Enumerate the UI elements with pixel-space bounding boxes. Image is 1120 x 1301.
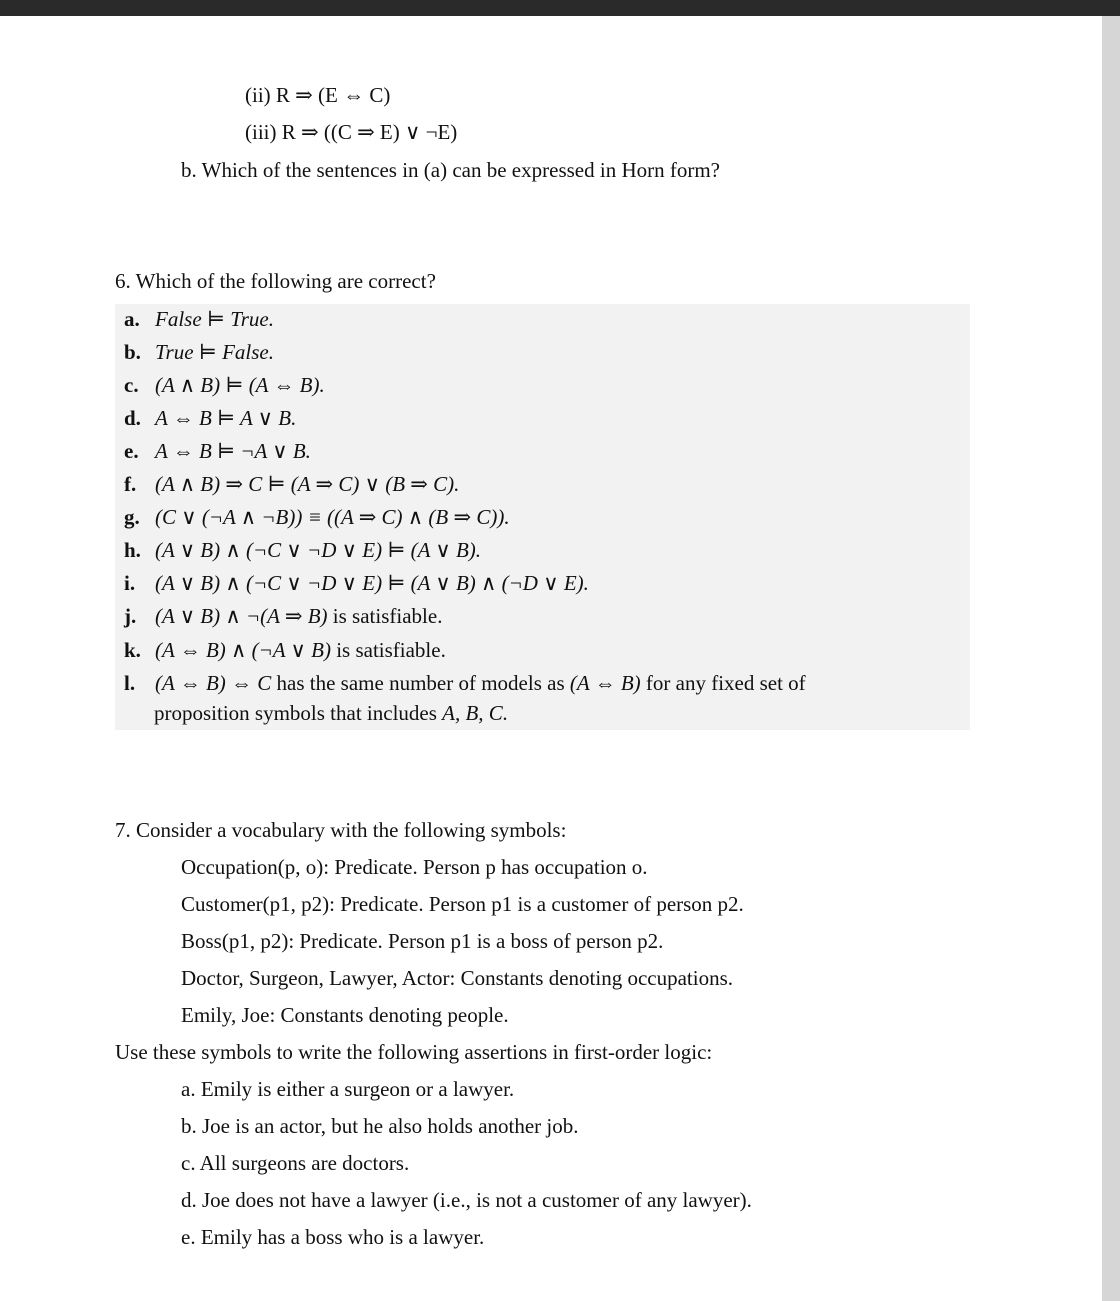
q7-assertion-e: e. Emily has a boss who is a lawyer. [181, 1225, 485, 1249]
prev-question-b: b. Which of the sentences in (a) can be expressed in Horn form? [181, 158, 720, 182]
q7-symbol-boss: Boss(p1, p2): Predicate. Person p1 is a boss of person p2. [181, 929, 664, 953]
item-label: f. [124, 472, 137, 496]
q7-symbol-people-constants: Emily, Joe: Constants denoting people. [181, 1003, 509, 1027]
item-formula: A ⇔ B ⊨ ¬A ∨ B. [155, 439, 311, 463]
item-label: l. [124, 671, 136, 695]
q7-assertion-b: b. Joe is an actor, but he also holds another job. [181, 1114, 579, 1138]
item-text: is satisfiable. [327, 604, 443, 628]
item-formula: (C ∨ (¬A ∧ ¬B)) ≡ ((A ⇒ C) ∧ (B ⇒ C)). [155, 505, 510, 529]
item-text: has the same number of models as [271, 671, 570, 695]
item-formula: (A ∨ B) ∧ (¬C ∨ ¬D ∨ E) ⊨ (A ∨ B) ∧ (¬D ∨ E). [155, 571, 589, 595]
item-label: d. [124, 406, 141, 430]
q6-item-d [124, 405, 296, 431]
q6-item-i [124, 570, 589, 596]
q6-item-a [124, 306, 274, 332]
item-text-2: for any fixed set of [640, 671, 806, 695]
q6-item-k [124, 637, 446, 663]
item-text: proposition symbols that includes [154, 701, 443, 725]
prev-item-ii: (ii) R ⇒ (E ⇔ C) [245, 83, 391, 107]
item-label: c. [124, 373, 139, 397]
item-label: h. [124, 538, 141, 562]
item-label: b. [124, 340, 141, 364]
q7-symbol-occupation: Occupation(p, o): Predicate. Person p has occupation o. [181, 855, 648, 879]
q6-item-l-continuation [154, 700, 508, 726]
item-formula: (A ∨ B) ∧ (¬C ∨ ¬D ∨ E) ⊨ (A ∨ B). [155, 538, 482, 562]
q6-item-e [124, 438, 311, 464]
q7-assertion-d: d. Joe does not have a lawyer (i.e., is not a customer of any lawyer). [181, 1188, 752, 1212]
q6-item-g [124, 504, 510, 530]
item-formula-2: (A ⇔ B) [569, 671, 641, 695]
item-label: g. [124, 505, 140, 529]
item-formula: A ⇔ B ⊨ A ∨ B. [155, 406, 297, 430]
q7-symbol-customer: Customer(p1, p2): Predicate. Person p1 is a customer of person p2. [181, 892, 744, 916]
prev-item-iii: (iii) R ⇒ ((C ⇒ E) ∨ ¬E) [245, 120, 458, 144]
item-formula: (A ⇔ B) ⇔ C [155, 671, 272, 695]
q7-assertion-c: c. All surgeons are doctors. [181, 1151, 410, 1175]
q6-title: 6. Which of the following are correct? [115, 269, 436, 293]
item-formula: (A ∧ B) ⇒ C ⊨ (A ⇒ C) ∨ (B ⇒ C). [155, 472, 460, 496]
q7-assertion-a: a. Emily is either a surgeon or a lawyer. [181, 1077, 515, 1101]
item-formula: True ⊨ False. [155, 340, 274, 364]
scrollbar[interactable] [1102, 16, 1120, 1301]
q6-item-h [124, 537, 481, 563]
item-label: i. [124, 571, 136, 595]
q6-item-f [124, 471, 459, 497]
q7-title: 7. Consider a vocabulary with the following symbols: [115, 818, 567, 842]
item-label: k. [124, 638, 141, 662]
item-formula: (A ⇔ B) ∧ (¬A ∨ B) [155, 638, 331, 662]
q7-instruction: Use these symbols to write the following assertions in first-order logic: [115, 1040, 713, 1064]
q6-item-b [124, 339, 274, 365]
q7-symbol-occupation-constants: Doctor, Surgeon, Lawyer, Actor: Constants denoting occupations. [181, 966, 733, 990]
item-label: a. [124, 307, 140, 331]
item-formula: False ⊨ True. [155, 307, 274, 331]
item-label: e. [124, 439, 139, 463]
item-label: j. [124, 604, 137, 628]
q6-item-l [124, 670, 806, 696]
q6-item-c [124, 372, 325, 398]
item-formula: (A ∧ B) ⊨ (A ⇔ B). [155, 373, 325, 397]
item-formula: A, B, C. [442, 701, 509, 725]
item-text: is satisfiable. [330, 638, 446, 662]
top-bar [0, 0, 1120, 16]
q6-item-j [124, 603, 442, 629]
item-formula: (A ∨ B) ∧ ¬(A ⇒ B) [155, 604, 328, 628]
